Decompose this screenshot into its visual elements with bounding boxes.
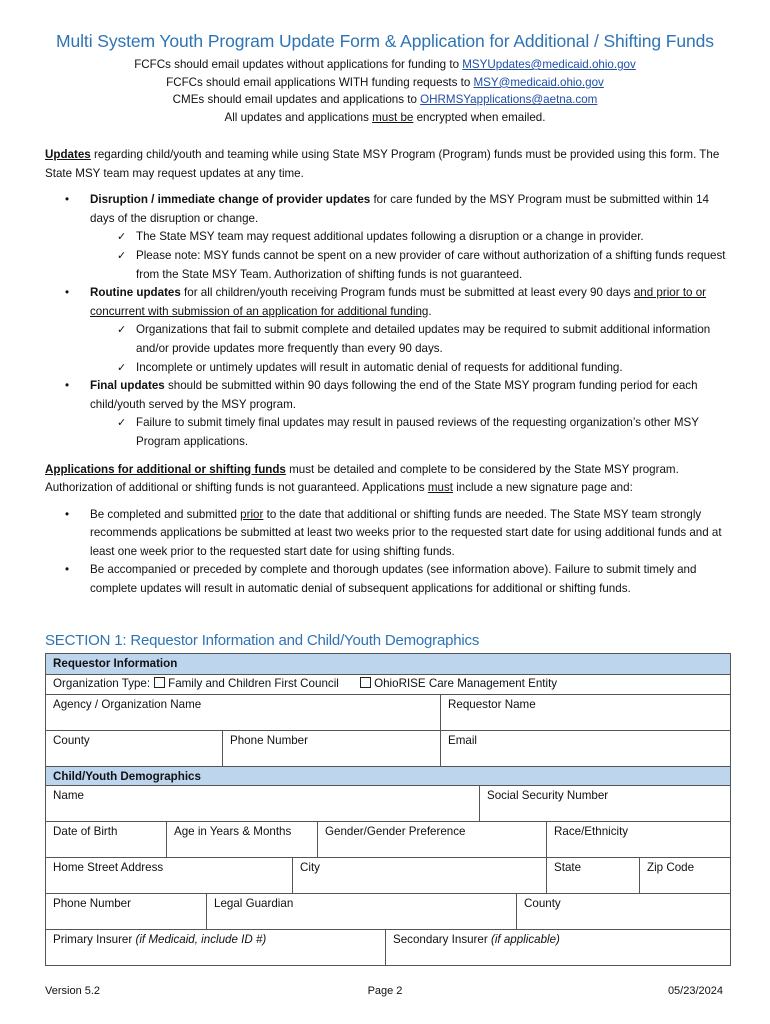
bullet-icon: •	[65, 286, 70, 300]
child-phone-field[interactable]	[46, 894, 206, 929]
table-row	[46, 821, 730, 857]
text-run: and prior to or concurrent with submission of an application for additional funding	[90, 286, 707, 318]
table-row	[46, 730, 730, 766]
field-label: Name	[53, 789, 84, 802]
zip-field[interactable]	[639, 858, 730, 893]
bullet-icon: •	[65, 379, 70, 393]
check-item	[45, 414, 735, 451]
check-item	[45, 321, 735, 358]
text-run: must	[427, 481, 453, 495]
table-row	[46, 893, 730, 929]
note-emphasis: must be	[372, 111, 414, 125]
field-label: County	[524, 897, 561, 910]
contact-line	[0, 74, 770, 92]
email-link[interactable]: OHRMSYapplications@aetna.com	[420, 93, 598, 107]
field-label: Phone Number	[53, 897, 131, 910]
field-label: Primary Insurer	[53, 933, 136, 946]
checkmark-icon: ✓	[117, 324, 127, 337]
text-run: Be completed and submitted	[90, 507, 241, 521]
note-text: All updates and applications	[224, 111, 373, 125]
field-label: Secondary Insurer	[393, 933, 491, 946]
option-label: OhioRISE Care Management Entity	[374, 677, 558, 690]
encryption-note	[0, 109, 770, 127]
check-item	[45, 359, 735, 378]
age-field[interactable]	[166, 822, 317, 857]
text-run: .	[428, 304, 432, 318]
text-run: include a new signature page and:	[452, 481, 633, 495]
contact-text: FCFCs should email applications WITH funding requests to	[166, 75, 474, 89]
checkmark-icon: ✓	[117, 417, 127, 430]
table-row	[46, 694, 730, 730]
city-field[interactable]	[292, 858, 546, 893]
table-row	[46, 857, 730, 893]
requestor-info-header: Requestor Information	[46, 654, 730, 674]
contact-text: CMEs should email updates and applications to	[172, 93, 421, 107]
text-run: Routine updates	[90, 286, 181, 300]
text-run: should be submitted within 90 days following the end of the State MSY program funding period for each child/youth served by the MSY program.	[90, 379, 698, 411]
date-label: 05/23/2024	[667, 985, 723, 997]
spacer	[45, 452, 735, 461]
requestor-name-field[interactable]	[440, 695, 730, 730]
text-run: The State MSY team may request additional updates following a disruption or a change in provider.	[136, 230, 644, 244]
bullet-item	[45, 377, 735, 414]
primary-insurer-field[interactable]	[46, 930, 385, 965]
field-label: Home Street Address	[53, 861, 164, 874]
field-label: Zip Code	[647, 861, 695, 874]
text-run: Incomplete or untimely updates will result in automatic denial of requests for additional funding.	[136, 360, 623, 374]
bullet-icon: •	[65, 193, 70, 207]
child-county-field[interactable]	[516, 894, 730, 929]
field-note: (if applicable)	[490, 933, 560, 946]
guardian-field[interactable]	[206, 894, 516, 929]
form-title: Multi System Youth Program Update Form & Application for Additional / Shifting Funds	[56, 31, 714, 51]
page-number: Page 2	[367, 985, 403, 997]
contact-text: FCFCs should email updates without applications for funding to	[134, 58, 463, 71]
bullet-item	[45, 191, 735, 228]
checkbox-ohiorise[interactable]	[360, 677, 371, 688]
checkmark-icon: ✓	[117, 231, 127, 244]
email-link[interactable]: MSYUpdates@medicaid.ohio.gov	[462, 58, 636, 71]
section-title: SECTION 1: Requestor Information and Child/Youth Demographics	[45, 632, 480, 649]
secondary-insurer-field[interactable]	[385, 930, 730, 965]
field-label: Email	[448, 734, 477, 747]
field-note: (if Medicaid, include ID #)	[135, 933, 267, 946]
bullet-icon: •	[65, 563, 70, 577]
field-label: Legal Guardian	[214, 897, 294, 910]
text-run: for all children/youth receiving Program funds must be submitted at least every 90 days	[180, 286, 634, 300]
address-field[interactable]	[46, 858, 292, 893]
bullet-icon: •	[65, 507, 70, 521]
race-field[interactable]	[546, 822, 730, 857]
contact-line	[0, 91, 770, 109]
bullet-item	[45, 506, 735, 562]
contact-line	[0, 56, 770, 74]
version-label: Version 5.2	[45, 985, 101, 997]
note-text: encrypted when emailed.	[413, 111, 546, 125]
field-label: Age in Years & Months	[174, 825, 292, 838]
field-label: Race/Ethnicity	[554, 825, 629, 838]
contact-instructions	[0, 56, 770, 127]
child-name-field[interactable]	[46, 786, 479, 821]
state-field[interactable]	[546, 858, 639, 893]
paragraph	[45, 461, 735, 498]
email-field[interactable]	[440, 731, 730, 766]
field-label: Agency / Organization Name	[53, 698, 202, 711]
checkbox-fcfc[interactable]	[154, 677, 165, 688]
field-label: State	[554, 861, 582, 874]
field-label: Requestor Name	[448, 698, 536, 711]
child-demographics-header: Child/Youth Demographics	[46, 766, 730, 785]
check-item	[45, 247, 735, 284]
demographics-table	[45, 653, 731, 966]
bullet-item	[45, 561, 735, 598]
text-run: Applications for additional or shifting funds	[45, 462, 286, 476]
text-run: regarding child/youth and teaming while using State MSY Program (Program) funds must be provided using this form. The State MSY team may request updates at any time.	[45, 148, 720, 180]
table-row	[46, 929, 730, 965]
text-run: prior	[240, 507, 264, 521]
field-label: Gender/Gender Preference	[325, 825, 466, 838]
ssn-field[interactable]	[479, 786, 730, 821]
text-run: Final updates	[90, 379, 165, 393]
county-field[interactable]	[46, 731, 222, 766]
text-run: Organizations that fail to submit complete and detailed updates may be required to submit additional information and/or provide updates more frequently than every 90 days.	[136, 323, 711, 355]
agency-name-field[interactable]	[46, 695, 440, 730]
text-run: Please note: MSY funds cannot be spent on a new provider of care without authorization of a shifting funds request from the State MSY Team. Authorization of shifting funds is not guaranteed.	[136, 248, 726, 281]
table-row	[46, 785, 730, 821]
checkmark-icon: ✓	[117, 249, 127, 262]
field-label: Social Security Number	[487, 789, 609, 802]
text-run: must be detailed and complete to be considered by the State MSY program. Authorization of additional or shifting funds is not guaranteed. Applications	[45, 462, 679, 495]
text-run: Updates	[45, 148, 91, 161]
text-run: for care funded by the MSY Program must be submitted within 14 days of the disruption or change.	[90, 193, 709, 225]
check-item	[45, 228, 735, 247]
org-type-label: Organization Type:	[53, 677, 151, 690]
field-label: Date of Birth	[53, 825, 118, 838]
gender-field[interactable]	[317, 822, 546, 857]
checkmark-icon: ✓	[117, 361, 127, 374]
field-label: Phone Number	[230, 734, 308, 747]
paragraph	[45, 146, 735, 183]
field-label: City	[300, 861, 320, 874]
text-run: Disruption / immediate change of provider updates	[90, 193, 371, 207]
org-type-row	[46, 674, 730, 694]
text-run: Failure to submit timely final updates may result in paused reviews of the requesting organization’s other MSY Program applications.	[136, 416, 699, 448]
phone-field[interactable]	[222, 731, 440, 766]
field-label: County	[53, 734, 90, 747]
instructions-body	[45, 146, 735, 599]
bullet-item	[45, 284, 735, 321]
dob-field[interactable]	[46, 822, 166, 857]
email-link[interactable]: MSY@medicaid.ohio.gov	[473, 75, 604, 89]
text-run: to the date that additional or shifting funds are needed. The State MSY team strongly recommends applications be submitted at least two weeks prior to the requested start date for using additional funds and at least one week prior to the requested start date for using shifting funds.	[90, 507, 722, 558]
text-run: Be accompanied or preceded by complete and thorough updates (see information above). Failure to submit timely and complete updates will result in automatic denial of subsequent applications for additional or shifting funds.	[90, 563, 697, 596]
option-label: Family and Children First Council	[168, 677, 339, 690]
